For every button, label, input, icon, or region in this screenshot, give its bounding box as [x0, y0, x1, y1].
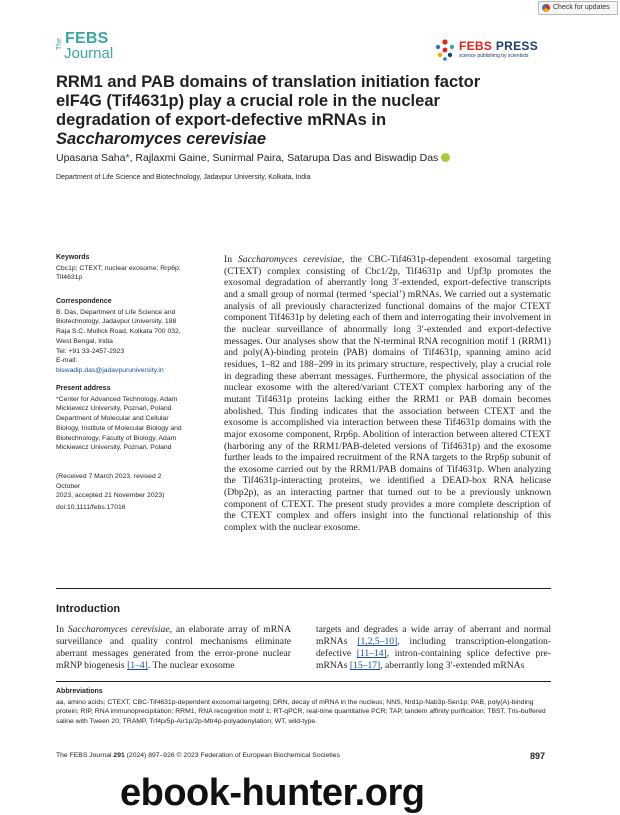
orcid-icon[interactable]: [441, 153, 450, 162]
intro-species: Saccharomyces cerevisiae: [67, 624, 170, 635]
abstract-divider: [56, 588, 551, 589]
journal-logo-febs: FEBS: [65, 30, 109, 47]
correspondence-heading: Correspondence: [56, 298, 112, 305]
press-name-accent: PRESS: [495, 39, 539, 53]
keywords-block: [56, 253, 186, 283]
footer-citation: [56, 752, 340, 759]
abstract: [224, 254, 551, 534]
doi-text[interactable]: doi:10.1111/febs.17016: [56, 504, 126, 511]
introduction-heading: Introduction: [56, 603, 121, 615]
correspondence-line: Biotechnology, Jadavpur University, 188: [56, 318, 177, 326]
intro-in: In: [56, 624, 68, 635]
present-address-line: Mickiewicz University, Poznań, Poland: [56, 405, 172, 413]
correspondence-email-line: [56, 356, 186, 375]
correspondence-line: B. Das, Department of Life Science and: [56, 308, 176, 316]
title-line-2: eIF4G (Tif4631p) play a crucial role in the nuclear: [56, 92, 440, 110]
page-number: 897: [530, 751, 546, 761]
title-line-3: degradation of export-defective mRNAs in: [56, 111, 387, 129]
present-address-block: [56, 384, 186, 453]
ref-link[interactable]: [11–14]: [356, 648, 387, 659]
present-address-line: *Center for Advanced Technology, Adam: [56, 395, 178, 403]
ref-link[interactable]: [1–4]: [127, 660, 148, 671]
title-species: Saccharomyces cerevisiae: [56, 130, 267, 148]
watermark: ebook-hunter.org: [120, 772, 425, 814]
intro-right-c: , intron-containing splice defective pre-mRNAs: [316, 648, 551, 671]
abbreviations-text: aa, amino acids; CTEXT, CBC-Tif4631p-dependent exosomal targeting; DRN, decay of mRNA in the nucleus; NNS, Nrd1p-Nab3p-Sen1p; PAB, poly(A)-binding protein; RIP, RNA immunoprecipitation; RRM1, RNA recognition motif 1; RT-qPCR, real-time quantitative PCR; TAP, tandem affinity purification; TBST, Tris-buffered saline with Tween 20; TRAMP, Trf4p/5p-Air1p/2p-Mtr4p-polyadenylation; WT, wild-type.: [56, 698, 546, 725]
abstract-body: , the CBC-Tif4631p-dependent exosomal targeting (CTEXT) complex consisting of Cbc1/2p, Tif4631p and Upf3p promotes the exosomal degradation of aberrantly long 3′-extended, export-defective transcripts and a small group of normal (termed ‘special’) mRNAs. We carried out a systematic analysis of all previously characterized functional domains of the major CTEXT component Tif4631p by deleting each of them and interrogating their involvement in the nuclear surveillance of abnormally long 3′-extended and export-defective messages. Our analyses show that the N-terminal RNA recognition motif 1 (RRM1) and poly(A)-binding protein (PAB) domains of Tif4631p, spanning amino acid residues, 1–82 and 188–299 in its primary structure, respectively, play a crucial role in degrading these aberrant messages. Furthermore, the physical association of the nuclear exosome with the altered/variant CTEXT complex harboring any of the mutant Tif4631p proteins lacking either the RRM1 or PAB domain becomes abolished. This finding indicates that the association between CTEXT and the exosome is accomplished via interaction between these Tif4631p domains with the major exosome component, Rrp6p. Abolition of interaction between altered CTEXT (harboring any of the RRM1/PAB-deleted versions of Tif4631p) and the exosome further leads to the impaired recruitment of the RNA targets to the Rrp6p subunit of the exosome carried out by the RRM1/PAB domains of Tif4631p. When analyzing the Tif4631p-interacting proteins, we identified a DEAD-box RNA helicase (Dbp2p), as an interacting partner that turned out to be a previously unknown component of CTEXT. The present study provides a more complete description of the CTEXT complex and offers insight into the functional relationship of this complex with the nuclear exosome.: [224, 254, 551, 534]
affiliation: Department of Life Science and Biotechnology, Jadavpur University, Kolkata, India: [56, 174, 311, 181]
keywords-heading: Keywords: [56, 254, 90, 261]
febs-press-tagline: science publishing by scientists: [459, 53, 529, 59]
present-address-line: Mickiewicz University, Poznań, Poland: [56, 444, 172, 452]
footer-journal: The FEBS Journal: [56, 752, 114, 759]
abstract-in: In: [224, 254, 238, 265]
press-name-main: FEBS: [459, 39, 493, 53]
email-label: E-mail:: [56, 357, 78, 365]
present-address-line: Biotechnology, Faculty of Biology, Adam: [56, 434, 177, 442]
author-footnote-star[interactable]: *: [125, 152, 130, 164]
ref-link[interactable]: [1,2,5–10]: [357, 636, 398, 647]
other-authors: , Rajlaxmi Gaine, Sunirmal Paira, Satarupa Das and Biswadip Das: [129, 152, 439, 164]
received-line: 2023, accepted 21 November 2023): [56, 492, 165, 500]
check-for-updates-button[interactable]: [538, 1, 618, 15]
abbreviations-block: [56, 687, 551, 726]
correspondence-line: Raja S.C. Mullick Road, Kolkata 700 032,: [56, 328, 181, 336]
footer-volume: 291: [113, 752, 125, 759]
intro-right-a: targets and degrades a wide array of aberrant and normal mRNAs: [316, 624, 551, 647]
present-address-heading: Present address: [56, 385, 111, 392]
intro-right-d: , aberrantly long 3′-extended mRNAs: [380, 660, 525, 671]
article-title: [56, 73, 556, 149]
intro-right-column: [316, 624, 551, 672]
correspondence-line: West Bengal, India: [56, 337, 113, 345]
footer-rest: (2024) 897–926 © 2023 Federation of European Biochemical Societies: [124, 752, 340, 759]
intro-left-body: , an elaborate array of mRNA surveillance and quality control mechanisms eliminate aberrant messages generated from the error-prone nuclear mRNP biogenesis: [56, 624, 292, 671]
correspondence-line: Tel: +91 33-2457-2923: [56, 347, 125, 355]
febs-press-logo: [434, 38, 554, 64]
intro-left-column: [56, 624, 291, 672]
received-dates: [56, 472, 186, 501]
email-link[interactable]: biswadip.das@jadavpuruniversity.in: [56, 366, 164, 374]
intro-left-tail: . The nuclear exosome: [147, 660, 235, 671]
author-list: [56, 152, 450, 164]
febs-press-name: [459, 39, 538, 53]
abstract-species: Saccharomyces cerevisiae: [237, 254, 342, 265]
keywords-text: Cbc1p; CTEXT; nuclear exosome; Rrp6p; Tif4631p: [56, 264, 181, 282]
present-address-line: Department of Molecular and Cellular: [56, 415, 169, 423]
received-line: (Received 7 March 2023, revised 2 October: [56, 473, 162, 490]
journal-logo-journal: Journal: [64, 45, 114, 62]
present-address-line: Biology, Institute of Molecular Biology and: [56, 424, 182, 432]
crossmark-icon: [542, 4, 550, 12]
abbreviations-divider: [56, 681, 551, 682]
check-for-updates-label: Check for updates: [553, 4, 610, 11]
doi[interactable]: [56, 503, 186, 513]
febs-press-molecule-icon: [434, 38, 456, 62]
ref-link[interactable]: [15–17]: [349, 660, 381, 671]
correspondence-block: [56, 297, 186, 376]
title-line-1: RRM1 and PAB domains of translation initiation factor: [56, 73, 481, 91]
journal-logo-the: The: [56, 37, 63, 50]
intro-right-b: , including transcription-elongation-defective: [316, 636, 551, 659]
first-author: Upasana Saha: [56, 152, 126, 164]
abbreviations-heading: Abbreviations: [56, 688, 103, 695]
